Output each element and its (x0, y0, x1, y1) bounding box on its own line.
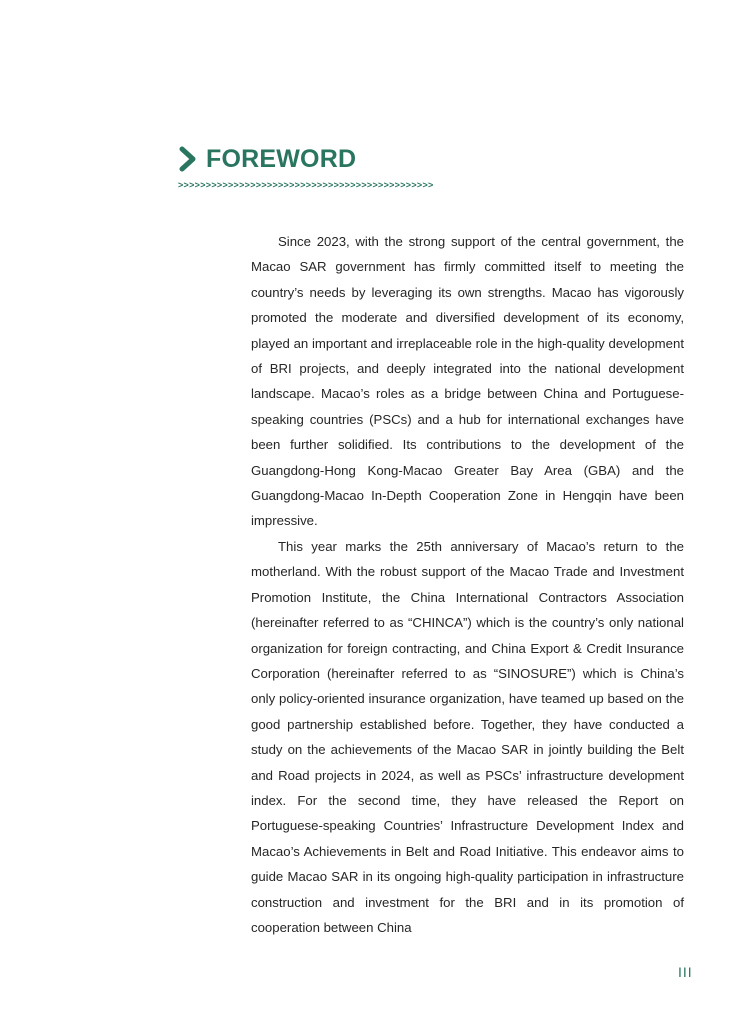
page-number: III (678, 964, 693, 980)
foreword-body (251, 229, 684, 940)
arrow-divider: >>>>>>>>>>>>>>>>>>>>>>>>>>>>>>>>>>>>>>>>>>>>>> (178, 180, 434, 190)
chevron-right-icon (178, 146, 198, 172)
section-heading (178, 143, 356, 175)
page-title: FOREWORD (206, 145, 357, 173)
paragraph-2: This year marks the 25th anniversary of Macao’s return to the motherland. With the robust support of the Macao Trade and Investment Promotion Institute, the China International Contractors Association (hereinafter referred to as “CHINCA”) which is the country’s only national organization for foreign contracting, and China Export & Credit Insurance Corporation (hereinafter referred to as “SINOSURE”) which is China’s only policy-oriented insurance organization, have teamed up based on the good partnership established before. Together, they have conducted a study on the achievements of the Macao SAR in jointly building the Belt and Road projects in 2024, as well as PSCs’ infrastructure development index. For the second time, they have released the Report on Portuguese-speaking Countries’ Infrastructure Development Index and Macao’s Achievements in Belt and Road Initiative. This endeavor aims to guide Macao SAR in its ongoing high-quality participation in infrastructure construction and investment for the BRI and in its promotion of cooperation between China (251, 538, 684, 935)
paragraph-1: Since 2023, with the strong support of the central government, the Macao SAR government has firmly committed itself to meeting the country’s needs by leveraging its own strengths. Macao has vigorously promoted the moderate and diversified development of its economy, played an important and irreplaceable role in the high-quality development of BRI projects, and deeply integrated into the national development landscape. Macao’s roles as a bridge between China and Portuguese-speaking countries (PSCs) and a hub for international exchanges have been further solidified. Its contributions to the development of the Guangdong-Hong Kong-Macao Greater Bay Area (GBA) and the Guangdong-Macao In-Depth Cooperation Zone in Hengqin have been impressive. (251, 234, 684, 529)
